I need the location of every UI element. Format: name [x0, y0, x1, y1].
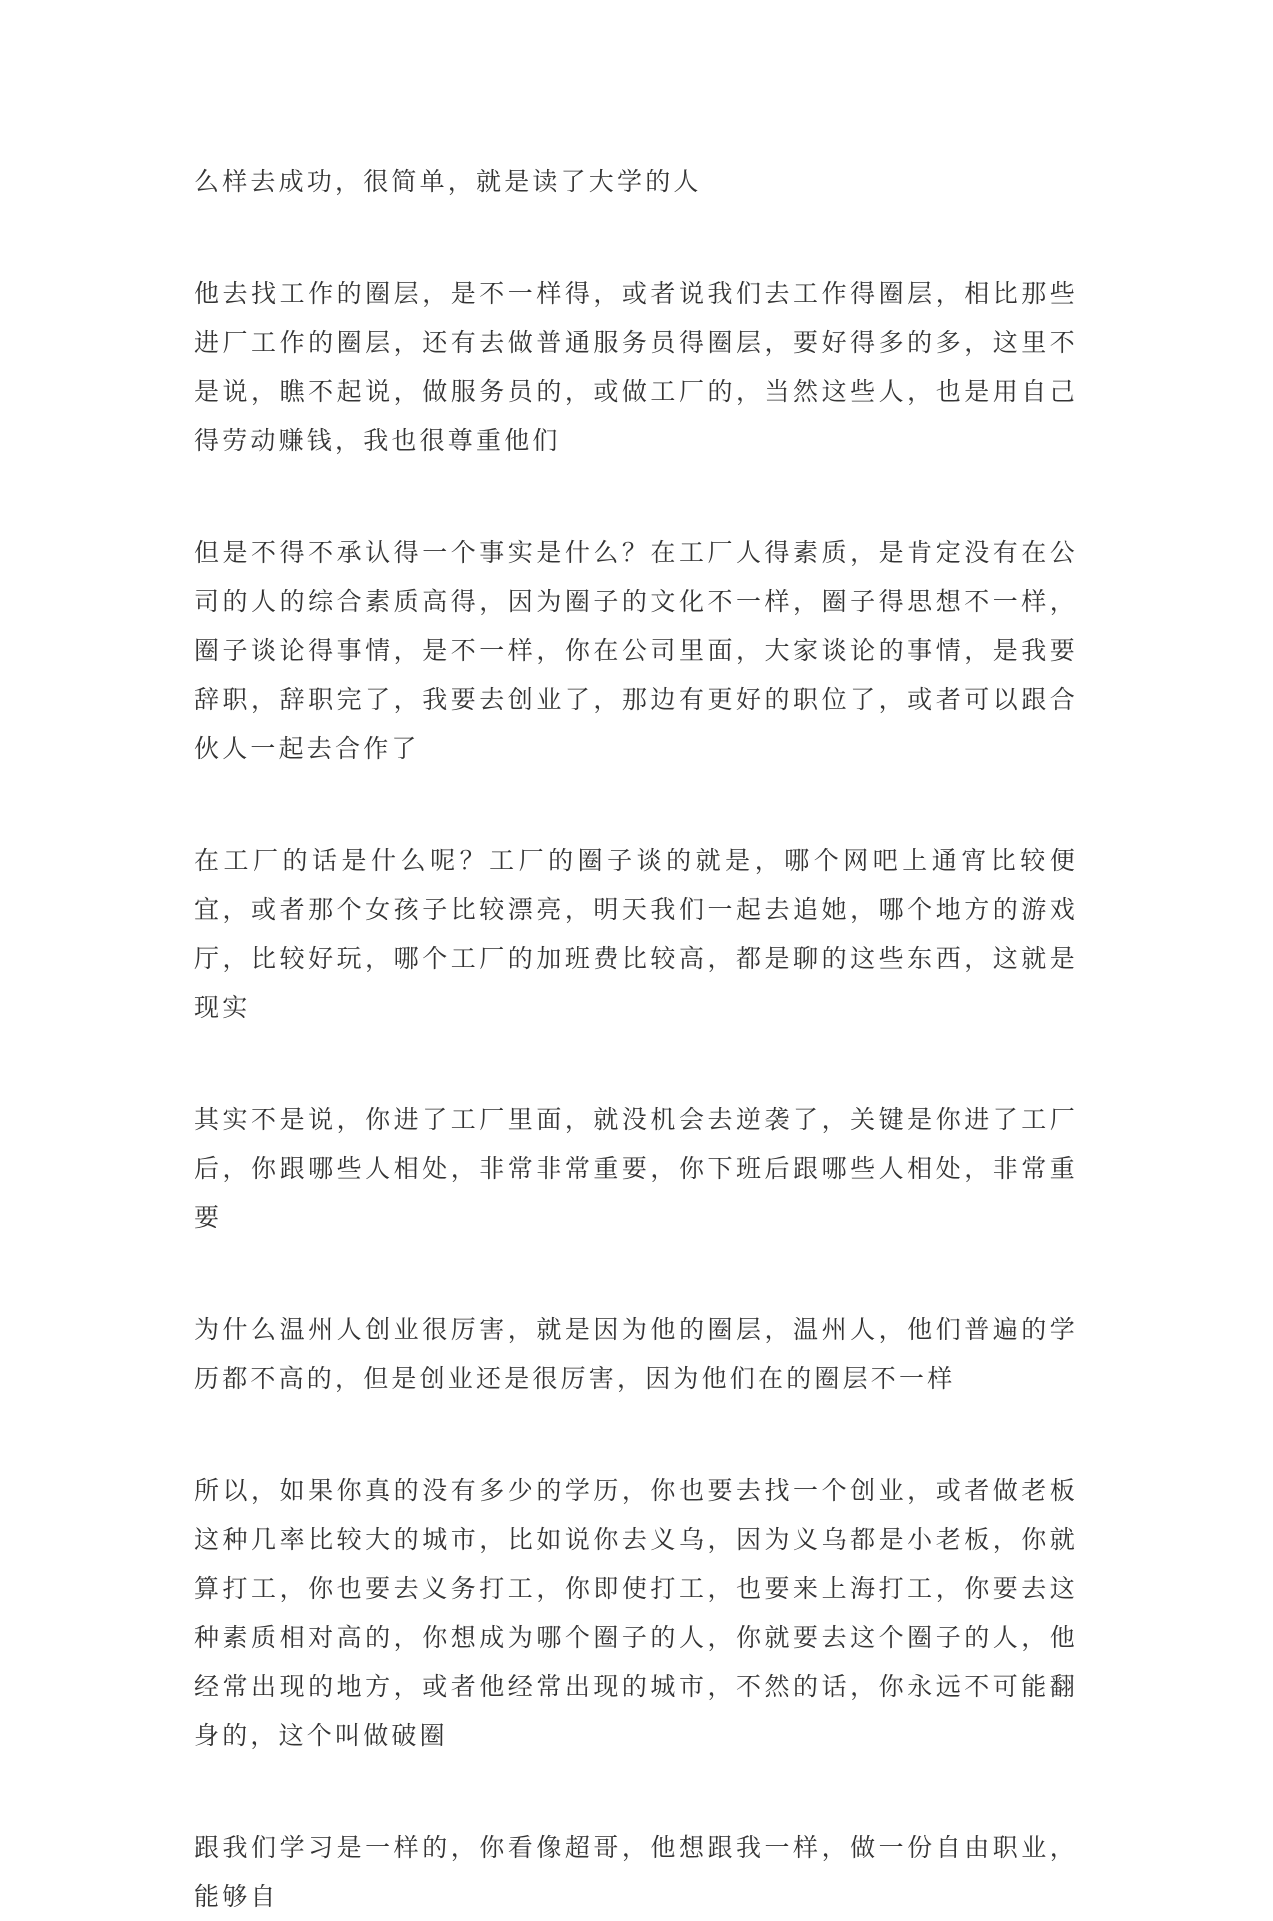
- paragraph-7: 所以，如果你真的没有多少的学历，你也要去找一个创业，或者做老板这种几率比较大的城市，比如说你去义乌，因为义乌都是小老板，你就算打工，你也要去义务打工，你即使打工，也要来上海打工，你要去这种素质相对高的，你想成为哪个圈子的人，你就要去这个圈子的人，他经常出现的地方，或者他经常出现的城市，不然的话，你永远不可能翻身的，这个叫做破圈: [194, 1476, 1078, 1750]
- paragraph-4: 在工厂的话是什么呢？工厂的圈子谈的就是，哪个网吧上通宵比较便宜，或者那个女孩子比较漂亮，明天我们一起去追她，哪个地方的游戏厅，比较好玩，哪个工厂的加班费比较高，都是聊的这些东西，这就是现实: [194, 846, 1078, 1022]
- paragraph-6: 为什么温州人创业很厉害，就是因为他的圈层，温州人，他们普遍的学历都不高的，但是创业还是很厉害，因为他们在的圈层不一样: [194, 1315, 1078, 1393]
- paragraph-2: 他去找工作的圈层，是不一样得，或者说我们去工作得圈层，相比那些进厂工作的圈层，还有去做普通服务员得圈层，要好得多的多，这里不是说，瞧不起说，做服务员的，或做工厂的，当然这些人，也是用自己得劳动赚钱，我也很尊重他们: [194, 279, 1078, 455]
- paragraph-1: 么样去成功，很简单，就是读了大学的人: [194, 167, 702, 196]
- document-body: [194, 157, 1078, 1921]
- paragraph-3: 但是不得不承认得一个事实是什么？在工厂人得素质，是肯定没有在公司的人的综合素质高得，因为圈子的文化不一样，圈子得思想不一样，圈子谈论得事情，是不一样，你在公司里面，大家谈论的事情，是我要辞职，辞职完了，我要去创业了，那边有更好的职位了，或者可以跟合伙人一起去合作了: [194, 538, 1078, 763]
- paragraph-5: 其实不是说，你进了工厂里面，就没机会去逆袭了，关键是你进了工厂后，你跟哪些人相处，非常非常重要，你下班后跟哪些人相处，非常重要: [194, 1105, 1078, 1232]
- paragraph-8: 跟我们学习是一样的，你看像超哥，他想跟我一样，做一份自由职业，能够自: [194, 1833, 1078, 1911]
